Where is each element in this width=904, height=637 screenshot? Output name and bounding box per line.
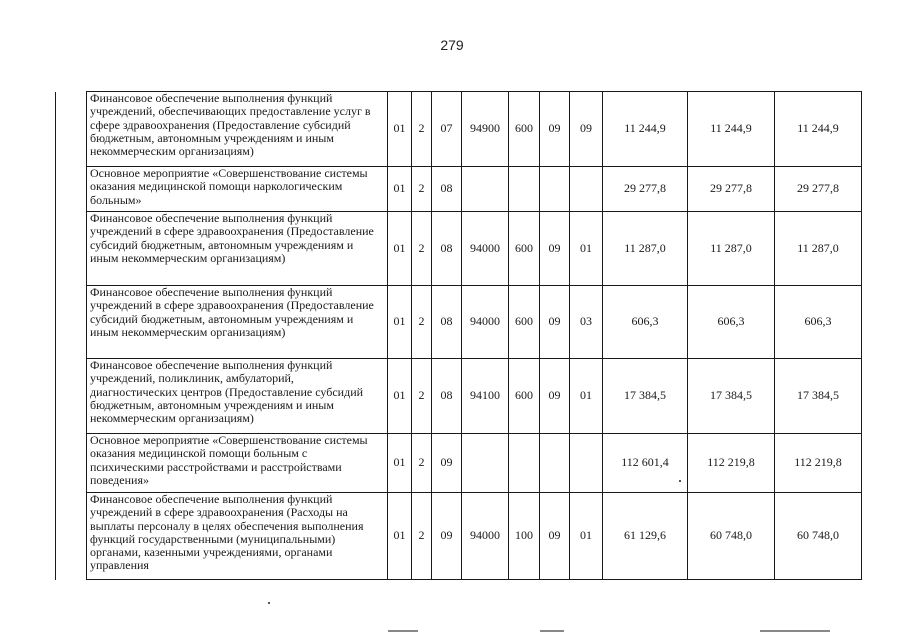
code-expense-type: 100 [509, 493, 540, 580]
amount-year-1: 11 287,0 [603, 212, 688, 286]
code-activity: 07 [432, 92, 462, 167]
budget-table [55, 91, 862, 580]
code-direction [462, 167, 509, 212]
amount-year-3: 17 384,5 [775, 359, 862, 434]
code-program: 01 [388, 359, 412, 434]
row-description: Финансовое обеспечение выполнения функций учреждений, поликлиник, амбулаторий, диагностических центров (Предоставление субсидий бюджетным, автономным учреждениям и иным некоммерческим организациям) [87, 359, 388, 434]
amount-year-3: 11 287,0 [775, 212, 862, 286]
code-direction: 94000 [462, 286, 509, 359]
amount-year-3: 11 244,9 [775, 92, 862, 167]
amount-year-2: 29 277,8 [688, 167, 775, 212]
amount-year-3: 29 277,8 [775, 167, 862, 212]
code-subsection [570, 434, 603, 493]
table-row [56, 212, 862, 286]
code-subsection: 09 [570, 92, 603, 167]
row-description: Финансовое обеспечение выполнения функций учреждений в сфере здравоохранения (Предоставление субсидий бюджетным, автономным учреждениям и иным некоммерческим организациям) [87, 212, 388, 286]
code-activity: 09 [432, 493, 462, 580]
code-activity: 09 [432, 434, 462, 493]
code-subsection: 01 [570, 493, 603, 580]
blank-cell [56, 493, 87, 580]
row-description: Финансовое обеспечение выполнения функций учреждений, обеспечивающих предоставление услуг в сфере здравоохранения (Предоставление субсидий бюджетным, автономным учреждениям и иным некоммерческим организациям) [87, 92, 388, 167]
code-subprogram: 2 [412, 493, 432, 580]
table-row [56, 493, 862, 580]
code-section: 09 [540, 493, 570, 580]
code-section: 09 [540, 359, 570, 434]
scan-edge-mark [760, 630, 830, 632]
table-row [56, 167, 862, 212]
blank-cell [56, 286, 87, 359]
table-row [56, 286, 862, 359]
amount-year-3: 60 748,0 [775, 493, 862, 580]
code-subprogram: 2 [412, 167, 432, 212]
code-expense-type [509, 434, 540, 493]
blank-cell [56, 359, 87, 434]
row-description: Основное мероприятие «Совершенствование системы оказания медицинской помощи больным с психическими расстройствами и расстройствами поведения» [87, 434, 388, 493]
code-subprogram: 2 [412, 359, 432, 434]
code-direction [462, 434, 509, 493]
amount-year-1: 17 384,5 [603, 359, 688, 434]
code-activity: 08 [432, 167, 462, 212]
amount-year-1: 29 277,8 [603, 167, 688, 212]
code-subprogram: 2 [412, 434, 432, 493]
page-number: 279 [440, 37, 464, 53]
code-subprogram: 2 [412, 92, 432, 167]
row-description: Финансовое обеспечение выполнения функций учреждений в сфере здравоохранения (Предоставление субсидий бюджетным, автономным учреждениям и иным некоммерческим организациям) [87, 286, 388, 359]
code-program: 01 [388, 286, 412, 359]
code-program: 01 [388, 212, 412, 286]
code-expense-type: 600 [509, 92, 540, 167]
scan-speck [679, 480, 681, 482]
blank-cell [56, 212, 87, 286]
code-expense-type: 600 [509, 359, 540, 434]
code-subsection: 03 [570, 286, 603, 359]
scan-speck [268, 602, 270, 604]
code-activity: 08 [432, 286, 462, 359]
amount-year-2: 606,3 [688, 286, 775, 359]
code-program: 01 [388, 434, 412, 493]
table-row [56, 92, 862, 167]
code-expense-type [509, 167, 540, 212]
code-section: 09 [540, 286, 570, 359]
amount-year-2: 17 384,5 [688, 359, 775, 434]
code-subprogram: 2 [412, 286, 432, 359]
code-section [540, 434, 570, 493]
code-section: 09 [540, 92, 570, 167]
code-expense-type: 600 [509, 286, 540, 359]
code-section: 09 [540, 212, 570, 286]
code-program: 01 [388, 167, 412, 212]
code-program: 01 [388, 493, 412, 580]
amount-year-2: 112 219,8 [688, 434, 775, 493]
amount-year-1: 606,3 [603, 286, 688, 359]
code-direction: 94000 [462, 493, 509, 580]
amount-year-1: 11 244,9 [603, 92, 688, 167]
scan-edge-mark [388, 630, 418, 632]
code-direction: 94000 [462, 212, 509, 286]
amount-year-2: 11 287,0 [688, 212, 775, 286]
row-description: Финансовое обеспечение выполнения функций учреждений в сфере здравоохранения (Расходы на выплаты персоналу в целях обеспечения выполнения функций государственными (муниципальными) органами, казенными учреждениями, органами управления [87, 493, 388, 580]
code-expense-type: 600 [509, 212, 540, 286]
code-program: 01 [388, 92, 412, 167]
amount-year-3: 606,3 [775, 286, 862, 359]
code-direction: 94900 [462, 92, 509, 167]
scan-edge-mark [540, 630, 564, 632]
code-subsection [570, 167, 603, 212]
table-row [56, 359, 862, 434]
amount-year-1: 61 129,6 [603, 493, 688, 580]
blank-cell [56, 92, 87, 167]
blank-cell [56, 434, 87, 493]
code-direction: 94100 [462, 359, 509, 434]
blank-cell [56, 167, 87, 212]
code-activity: 08 [432, 212, 462, 286]
code-subsection: 01 [570, 359, 603, 434]
amount-year-2: 60 748,0 [688, 493, 775, 580]
amount-year-2: 11 244,9 [688, 92, 775, 167]
amount-year-1: 112 601,4 [603, 434, 688, 493]
table-row [56, 434, 862, 493]
code-subprogram: 2 [412, 212, 432, 286]
amount-year-3: 112 219,8 [775, 434, 862, 493]
code-subsection: 01 [570, 212, 603, 286]
row-description: Основное мероприятие «Совершенствование системы оказания медицинской помощи наркологическим больным» [87, 167, 388, 212]
code-activity: 08 [432, 359, 462, 434]
code-section [540, 167, 570, 212]
table-body [56, 92, 862, 580]
